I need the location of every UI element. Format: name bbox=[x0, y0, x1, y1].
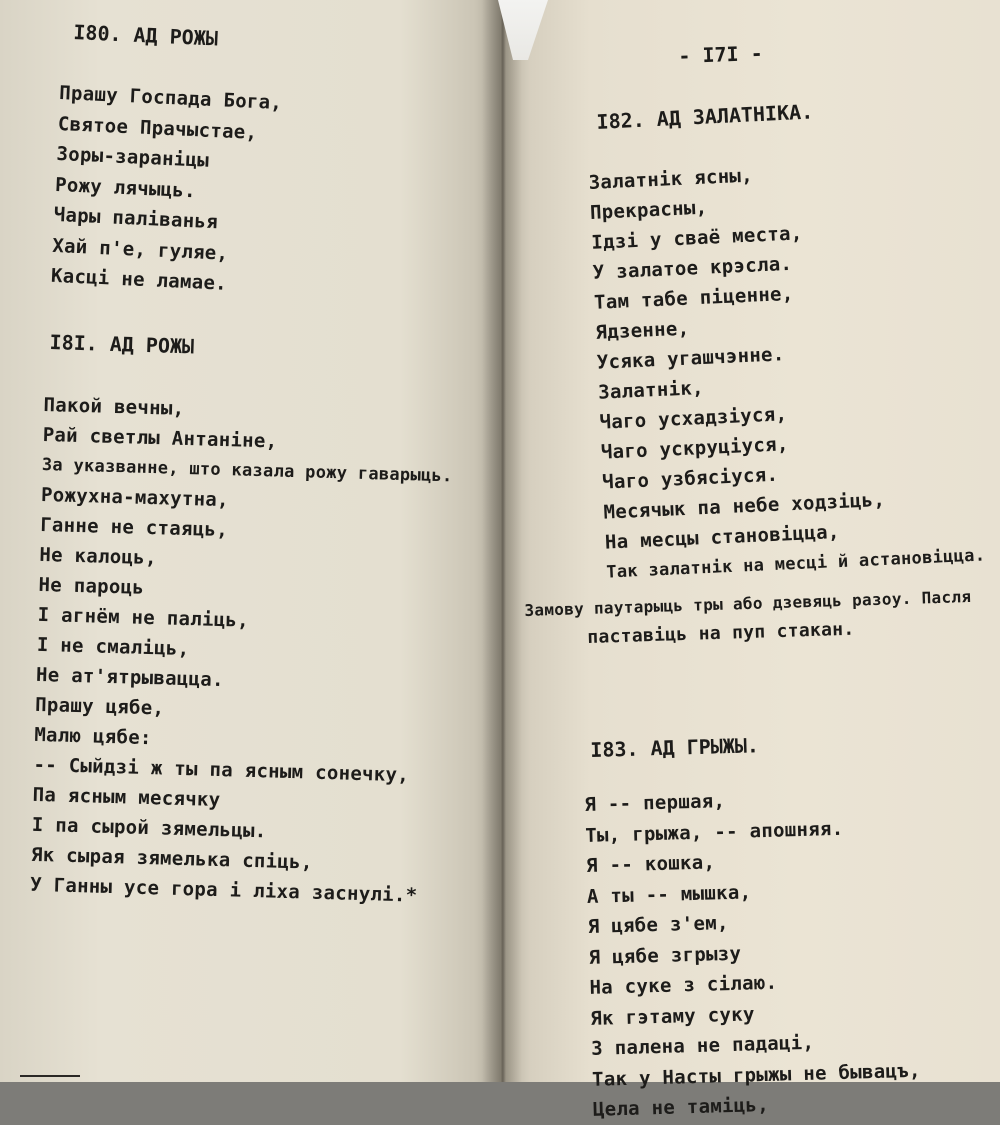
verse-line: Як сырая зямелька спiць, bbox=[30, 843, 313, 874]
verse-line: Не ат'ятрывацца. bbox=[35, 663, 225, 692]
verse-line: Я -- першая, bbox=[584, 790, 726, 816]
verse-line: Не калоць, bbox=[39, 543, 158, 570]
verse-line: Я -- кошка, bbox=[585, 851, 716, 877]
verse-line: Зоры-заранiцы bbox=[56, 142, 210, 172]
section-181-verse bbox=[30, 390, 455, 911]
verse-line: Хай п'е, гуляе, bbox=[51, 234, 229, 265]
verse-line: Як гэтаму суку bbox=[590, 1002, 755, 1030]
book-gutter bbox=[482, 0, 522, 1082]
verse-line: Па ясным месячку bbox=[32, 783, 221, 812]
verse-line: Рожухна-махутна, bbox=[40, 483, 230, 512]
verse-line: Я цябе з'ем, bbox=[587, 912, 729, 938]
section-183-heading: I83. АД ГРЫЖЫ. bbox=[590, 733, 760, 762]
verse-line: За указванне, што казала рожу гаварыць. bbox=[41, 454, 453, 487]
section-180-verse bbox=[50, 78, 283, 301]
verse-line: Малю цябе: bbox=[34, 723, 153, 750]
verse-line: Залатнiк ясны, bbox=[588, 164, 754, 194]
verse-line: А ты -- мышка, bbox=[586, 880, 752, 908]
verse-line: Месячык па небе ходзiць, bbox=[603, 488, 886, 524]
verse-line: I не смалiць, bbox=[36, 633, 190, 661]
verse-line: Не пароць bbox=[38, 573, 145, 599]
verse-line: Так у Насты грыжы не бывацъ, bbox=[591, 1059, 921, 1091]
verse-line: У Ганны усе гора i лiха заснулi.* bbox=[29, 873, 418, 907]
verse-line: Iдзi у сваё места, bbox=[590, 222, 803, 254]
note-line: паставiць на пуп стакан. bbox=[587, 618, 855, 649]
footnote-rule bbox=[20, 1075, 80, 1077]
section-181-heading: I8I. АД РОЖЫ bbox=[49, 330, 195, 359]
verse-line: Рожу лячыць. bbox=[54, 173, 197, 202]
verse-line: Я цябе згрызу bbox=[588, 942, 742, 969]
verse-line: Рай светлы Антанiне, bbox=[42, 423, 278, 453]
verse-line: I агнём не палiць, bbox=[37, 603, 250, 632]
verse-line: На суке з сiлаю. bbox=[589, 971, 778, 999]
verse-line: Чары палiванья bbox=[53, 203, 219, 234]
page-number: - I7I - bbox=[678, 41, 764, 68]
verse-line: -- Сыйдзi ж ты па ясным сонечку, bbox=[33, 753, 410, 787]
verse-line: У залатое крэсла. bbox=[592, 252, 793, 284]
verse-line: Чаго ускруцiуся, bbox=[600, 433, 790, 464]
verse-line: Чаго узбясiуся. bbox=[601, 463, 779, 494]
verse-line: З палена не падацi, bbox=[590, 1031, 815, 1060]
verse-line: Прекрасны, bbox=[589, 196, 708, 224]
verse-line: Залатнiк, bbox=[597, 376, 705, 404]
verse-line: Прашу цябе, bbox=[34, 693, 165, 720]
verse-line: Касцi не ламае. bbox=[50, 264, 228, 295]
verse-line: Усяка угашчэнне. bbox=[596, 343, 785, 374]
note-line: Замову паутарыць тры або дзевяць разоу. Пасля bbox=[524, 586, 972, 620]
verse-line: Чаго усхадзiуся, bbox=[599, 403, 788, 434]
section-182-heading: I82. АД ЗАЛАТНIКА. bbox=[596, 99, 814, 134]
verse-line: На месцы становiцца, bbox=[604, 520, 841, 554]
verse-line: I па сырой зямельцы. bbox=[31, 813, 267, 843]
verse-line: Там табе пiценне, bbox=[593, 282, 794, 314]
section-180-heading: I80. АД РОЖЫ bbox=[72, 20, 219, 51]
left-page bbox=[0, 0, 500, 1082]
verse-line: Ты, грыжа, -- апошняя. bbox=[584, 817, 844, 847]
verse-line: Ганне не стаяць, bbox=[39, 513, 229, 542]
section-182-verse bbox=[588, 151, 986, 588]
verse-line: Так залатнiк на месцi й астановiцца. bbox=[605, 545, 986, 583]
verse-line: Пакой вечны, bbox=[43, 393, 185, 420]
section-183-verse bbox=[584, 781, 922, 1125]
verse-line: Цела не тамiць, bbox=[592, 1093, 770, 1121]
verse-line: Прашу Госпада Бога, bbox=[58, 81, 283, 115]
verse-line: Ядзенне, bbox=[594, 317, 690, 344]
verse-line: Святое Прачыстае, bbox=[57, 112, 258, 144]
